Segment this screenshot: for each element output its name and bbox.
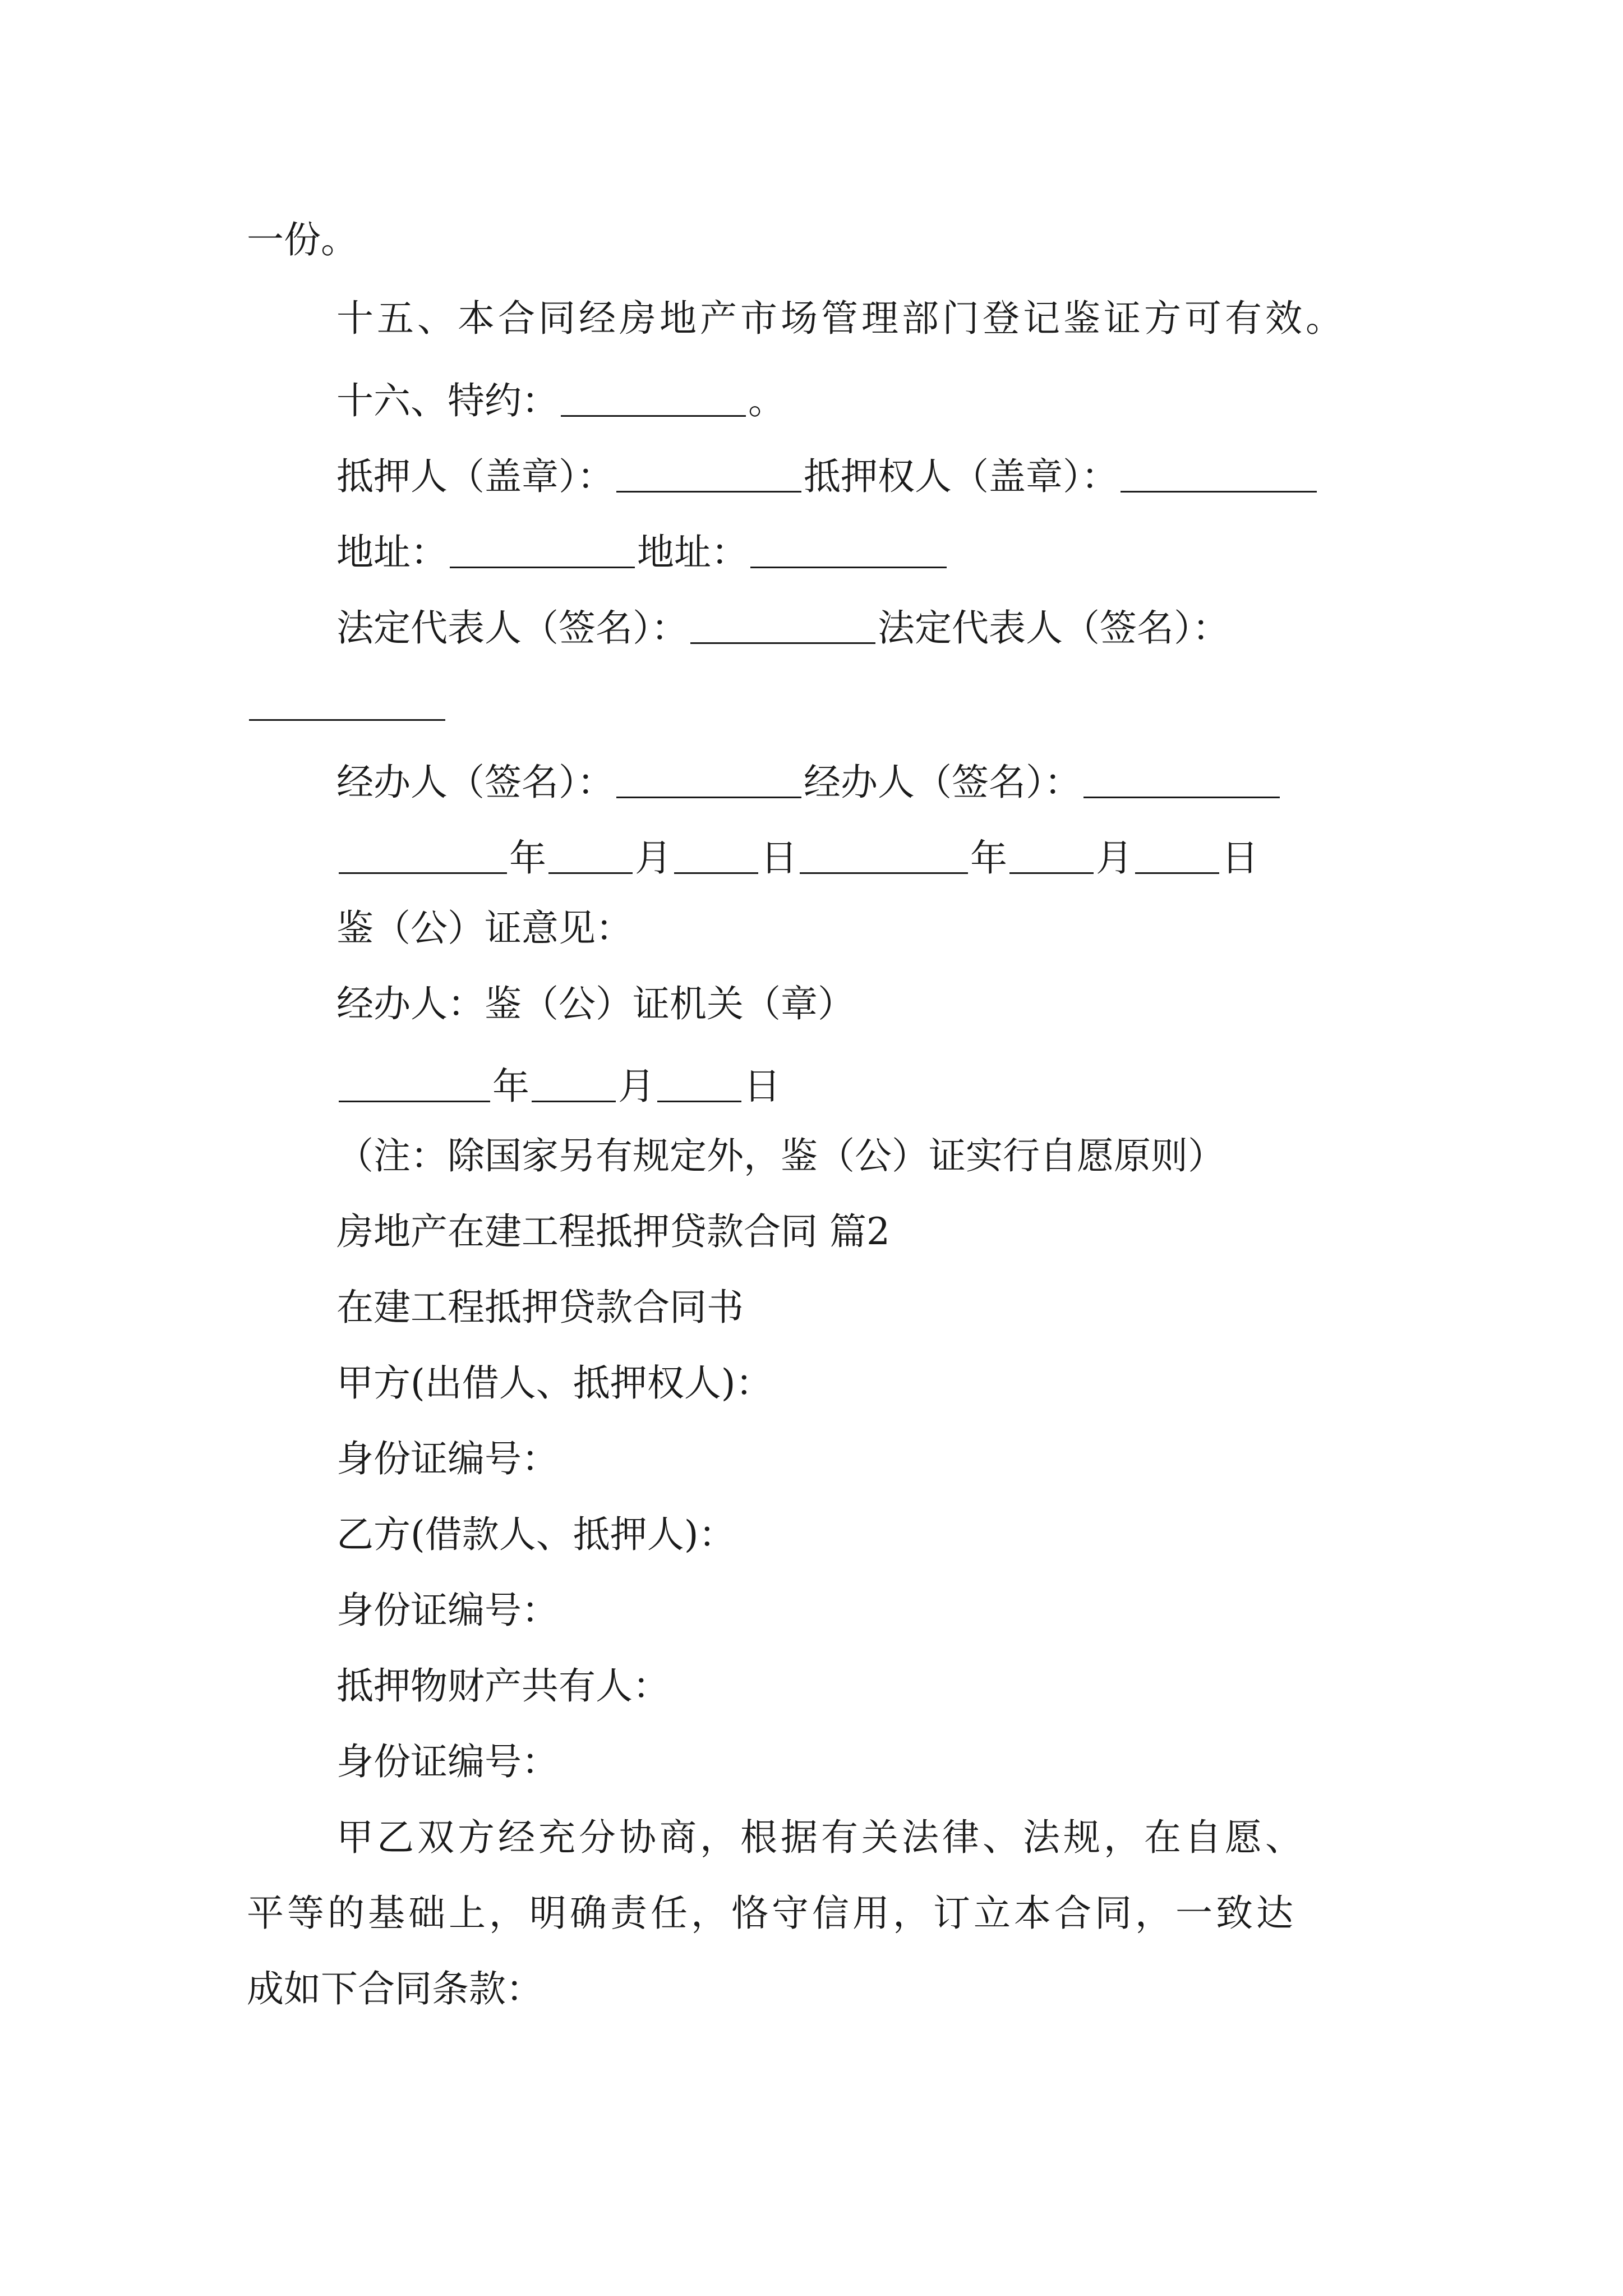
month-label-3: 月 [618, 1065, 655, 1108]
year-blank-1 [339, 836, 507, 874]
date-line-1 [336, 833, 1258, 880]
mortgagor-seal-blank [616, 455, 801, 493]
year-label-1: 年 [509, 836, 546, 880]
notary-opinion-label: 鉴（公）证意见： [336, 907, 633, 950]
clause-16-end: 。 [748, 379, 785, 422]
mortgagor-seal-label: 抵押人（盖章）： [336, 455, 614, 498]
special-terms-blank [561, 379, 746, 417]
handler-blank-1 [616, 761, 801, 798]
text-line: 一份。 [247, 218, 358, 261]
body-paragraph-line-1: 甲乙双方经充分协商，根据有关法律、法规，在自愿、 [336, 1816, 1306, 1859]
party-a-id-label: 身份证编号： [336, 1437, 559, 1480]
body-paragraph-line-2: 平等的基础上，明确责任，恪守信用，订立本合同，一致达 [247, 1892, 1297, 1935]
mortgagee-seal-blank [1121, 455, 1317, 493]
party-a-label: 甲方(出借人、抵押权人)： [336, 1361, 773, 1405]
body-paragraph-line-3: 成如下合同条款： [247, 1967, 543, 2010]
note-line: （注：除国家另有规定外，鉴（公）证实行自愿原则） [336, 1134, 1225, 1177]
legal-rep-blank-2-line [247, 680, 448, 724]
handler-label-1: 经办人（签名）： [336, 761, 614, 804]
party-b-id-label: 身份证编号： [336, 1589, 559, 1632]
day-label-2: 日 [1221, 836, 1258, 880]
co-owner-id-label: 身份证编号： [336, 1740, 559, 1783]
co-owner-label: 抵押物财产共有人： [336, 1664, 670, 1708]
address-label-2: 地址： [637, 531, 748, 574]
signature-seal-line [336, 452, 1319, 498]
handler-label-2: 经办人（签名）： [804, 761, 1081, 804]
clause-16-label: 十六、特约： [336, 379, 559, 422]
legal-rep-label-1: 法定代表人（签名）： [336, 606, 688, 650]
month-blank-2 [1009, 836, 1094, 874]
year-label-2: 年 [970, 836, 1007, 880]
day-blank-2 [1135, 836, 1219, 874]
clause-16 [336, 376, 785, 420]
legal-rep-blank-1 [690, 606, 875, 644]
date-line-2 [336, 1061, 781, 1108]
clause-15: 十五、本合同经房地产市场管理部门登记鉴证方可有效。 [336, 297, 1346, 340]
year-label-3: 年 [492, 1065, 529, 1108]
year-blank-3 [339, 1065, 490, 1102]
contract-title: 在建工程抵押贷款合同书 [336, 1286, 744, 1329]
day-blank-3 [657, 1065, 741, 1102]
notary-handler-line: 经办人：鉴（公）证机关（章） [336, 982, 855, 1025]
legal-rep-line [336, 603, 1229, 650]
handler-sign-line [336, 757, 1282, 804]
legal-rep-blank-2 [249, 683, 445, 721]
address-blank-2 [750, 531, 947, 568]
section-title: 房地产在建工程抵押贷款合同 篇2 [336, 1210, 890, 1253]
day-label-1: 日 [760, 836, 797, 880]
month-label-1: 月 [635, 836, 672, 880]
day-label-3: 日 [744, 1065, 781, 1108]
mortgagee-seal-label: 抵押权人（盖章）： [804, 455, 1118, 498]
party-b-label: 乙方(借款人、抵押人)： [336, 1513, 736, 1556]
address-blank-1 [450, 531, 635, 568]
year-blank-2 [800, 836, 968, 874]
day-blank-1 [674, 836, 758, 874]
month-blank-3 [532, 1065, 616, 1102]
month-label-2: 月 [1096, 836, 1133, 880]
legal-rep-label-2: 法定代表人（签名）： [878, 606, 1229, 650]
address-line [336, 527, 949, 574]
handler-blank-2 [1083, 761, 1280, 798]
address-label-1: 地址： [336, 531, 448, 574]
month-blank-1 [548, 836, 633, 874]
